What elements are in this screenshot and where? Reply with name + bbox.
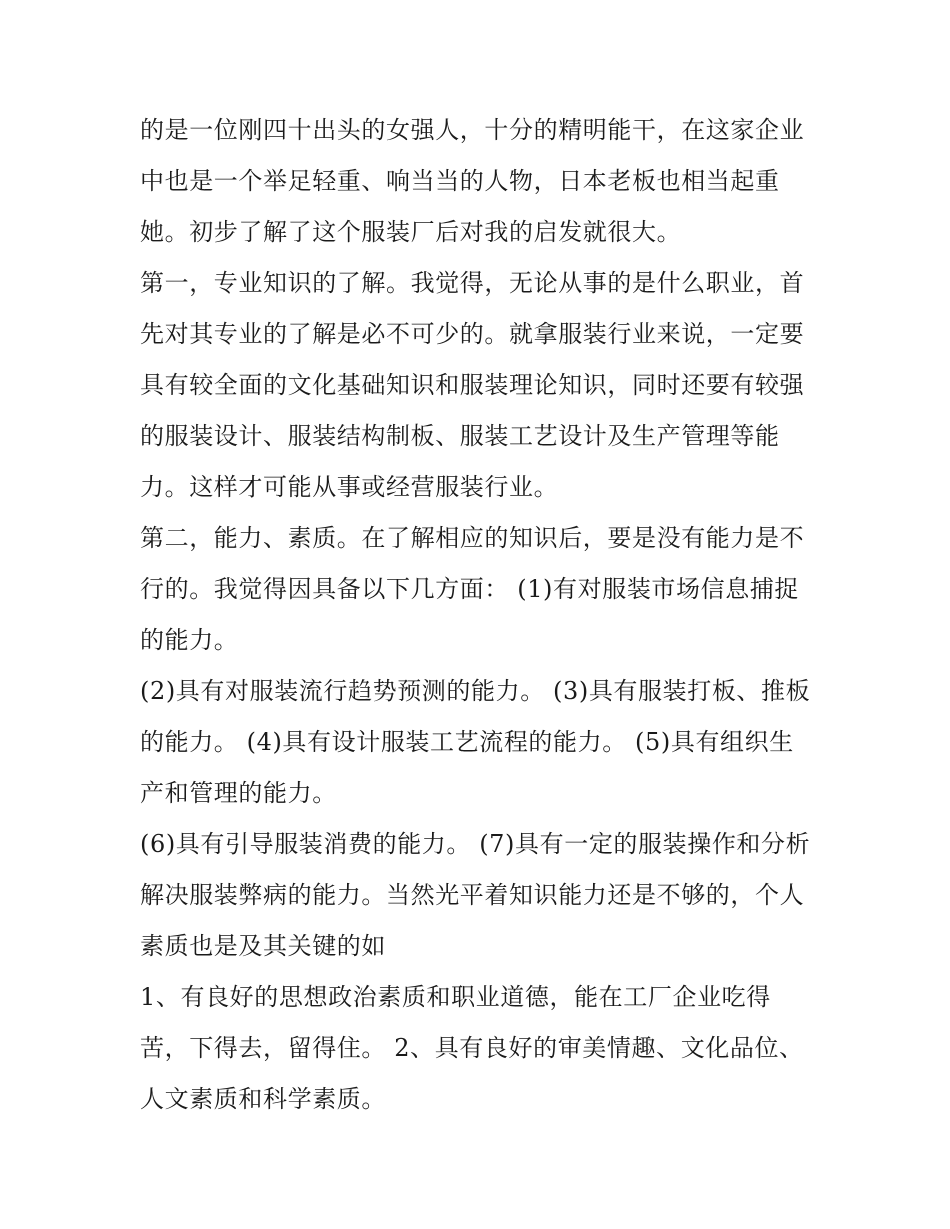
text-line: 先对其专业的了解是必不可少的。就拿服装行业来说，一定要 (140, 320, 805, 348)
text-line: 第一，专业知识的了解。我觉得，无论从事的是什么职业，首 (140, 269, 805, 297)
text-line: 的服装设计、服装结构制板、服装工艺设计及生产管理等能 (140, 422, 780, 450)
paragraph-qualities (140, 972, 820, 1125)
text-line: 人文素质和科学素质。 (140, 1085, 386, 1113)
paragraph-first-point (140, 258, 820, 513)
paragraph-abilities-2-5 (140, 666, 820, 819)
text-line: 的能力。 (140, 626, 239, 654)
text-line: 力。这样才可能从事或经营服装行业。 (140, 473, 559, 501)
text-line: 行的。我觉得因具备以下几方面： (1)有对服装市场信息捕捉 (140, 575, 800, 603)
paragraph-second-point (140, 513, 820, 666)
paragraph-intro (140, 105, 820, 258)
text-line: 中也是一个举足轻重、响当当的人物，日本老板也相当起重 (140, 167, 780, 195)
text-line: 的能力。 (4)具有设计服装工艺流程的能力。 (5)具有组织生 (140, 728, 794, 756)
text-line: 第二，能力、素质。在了解相应的知识后，要是没有能力是不 (140, 524, 805, 552)
text-line: 她。初步了解了这个服装厂后对我的启发就很大。 (140, 218, 682, 246)
paragraph-abilities-6-7 (140, 819, 820, 972)
text-line: 产和管理的能力。 (140, 779, 337, 807)
text-line: (2)具有对服装流行趋势预测的能力。 (3)具有服装打板、推板 (140, 677, 811, 705)
text-line: 的是一位刚四十出头的女强人，十分的精明能干，在这家企业 (140, 116, 805, 144)
text-line: (6)具有引导服装消费的能力。 (7)具有一定的服装操作和分析 (140, 830, 811, 858)
text-line: 1、有良好的思想政治素质和职业道德，能在工厂企业吃得 (140, 983, 771, 1011)
document-body (140, 105, 820, 1125)
text-line: 苦，下得去，留得住。 2、具有良好的审美情趣、文化品位、 (140, 1034, 804, 1062)
text-line: 解决服装弊病的能力。当然光平着知识能力还是不够的，个人 (140, 881, 805, 909)
text-line: 具有较全面的文化基础知识和服装理论知识，同时还要有较强 (140, 371, 805, 399)
text-line: 素质也是及其关键的如 (140, 932, 386, 960)
